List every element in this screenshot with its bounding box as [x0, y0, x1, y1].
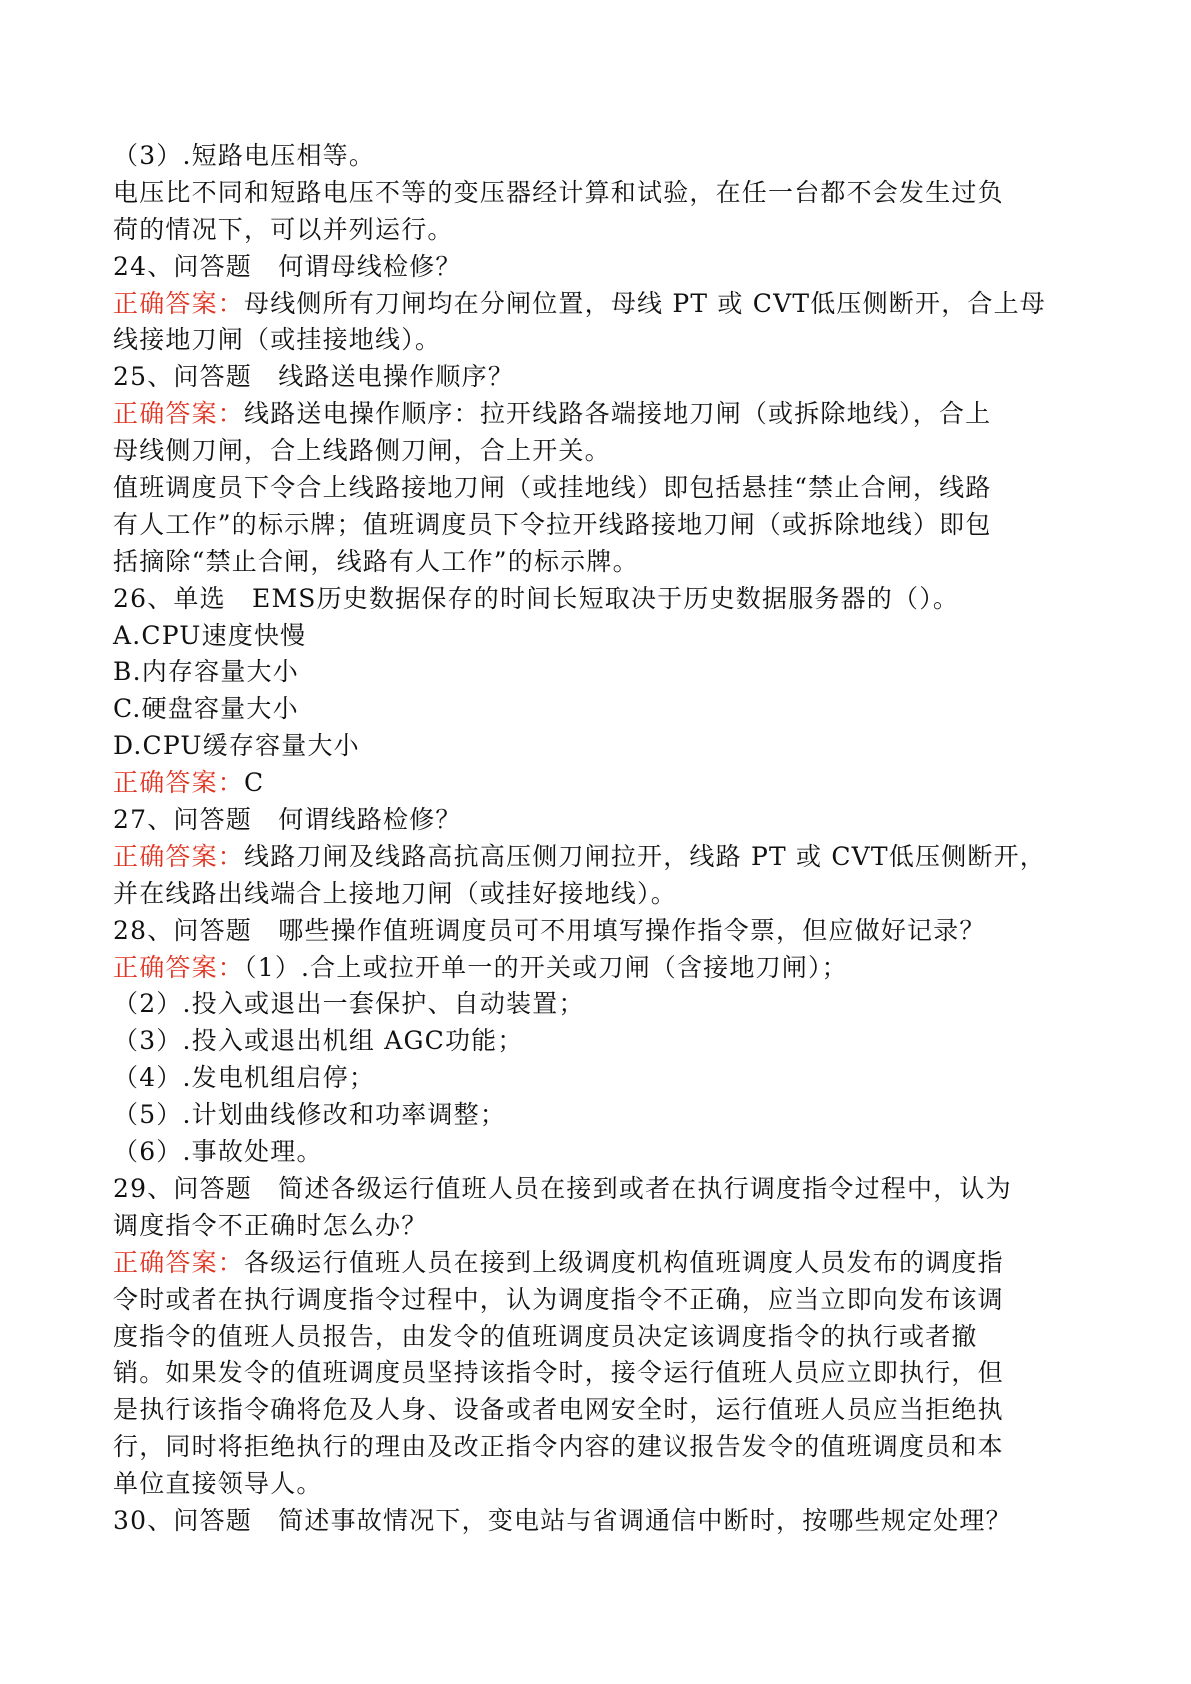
answer-label: 正确答案：: [113, 841, 245, 871]
line-text: 是执行该指令确将危及人身、设备或者电网安全时，运行值班人员应当拒绝执: [113, 1395, 1004, 1425]
line-text: 27、问答题 何谓线路检修？: [113, 805, 462, 835]
text-line: [113, 175, 1083, 212]
text-line: [113, 1134, 1083, 1171]
document-page: [113, 138, 1083, 1540]
line-text: 26、单选 EMS历史数据保存的时间长短取决于历史数据服务器的（）。: [113, 583, 960, 613]
line-text: 30、问答题 简述事故情况下，变电站与省调通信中断时，按哪些规定处理？: [113, 1505, 1012, 1535]
line-text: D.CPU缓存容量大小: [113, 731, 360, 761]
line-text: 线路刀闸及线路高抗高压侧刀闸拉开，线路 PT 或 CVT低压侧断开，: [244, 841, 1047, 871]
text-line: [113, 728, 1083, 765]
text-line: [113, 691, 1083, 728]
line-text: A.CPU速度快慢: [113, 620, 307, 650]
text-line: [113, 1355, 1083, 1392]
text-line: [113, 1429, 1083, 1466]
text-line: [113, 1245, 1083, 1282]
text-line: [113, 396, 1083, 433]
text-line: [113, 322, 1083, 359]
text-line: [113, 359, 1083, 396]
line-text: 母线侧刀闸，合上线路侧刀闸，合上开关。: [113, 436, 611, 466]
line-text: 销。如果发令的值班调度员坚持该指令时，接令运行值班人员应立即执行，但: [113, 1358, 1004, 1388]
line-text: 值班调度员下令合上线路接地刀闸（或挂地线）即包括悬挂“禁止合闸，线路: [113, 473, 992, 503]
line-text: C: [244, 768, 265, 798]
text-line: [113, 433, 1083, 470]
line-text: （5）.计划曲线修改和功率调整；: [113, 1100, 507, 1130]
text-line: [113, 1282, 1083, 1319]
text-line: [113, 1319, 1083, 1356]
text-line: [113, 581, 1083, 618]
line-text: 令时或者在执行调度指令过程中，认为调度指令不正确，应当立即向发布该调: [113, 1284, 1004, 1314]
line-text: 线路送电操作顺序：拉开线路各端接地刀闸（或拆除地线），合上: [244, 399, 992, 429]
line-text: 29、问答题 简述各级运行值班人员在接到或者在执行调度指令过程中，认为: [113, 1173, 1012, 1203]
text-line: [113, 913, 1083, 950]
line-text: （1）.合上或拉开单一的开关或刀闸（含接地刀闸）；: [244, 952, 848, 982]
text-line: [113, 470, 1083, 507]
text-line: [113, 1392, 1083, 1429]
line-text: （4）.发电机组启停；: [113, 1063, 376, 1093]
line-text: 括摘除“禁止合闸，线路有人工作”的标示牌。: [113, 546, 639, 576]
line-text: 电压比不同和短路电压不等的变压器经计算和试验，在任一台都不会发生过负: [113, 177, 1004, 207]
line-text: 度指令的值班人员报告，由发令的值班调度员决定该调度指令的执行或者撤: [113, 1321, 978, 1351]
line-text: 并在线路出线端合上接地刀闸（或挂好接地线）。: [113, 878, 677, 908]
text-line: [113, 249, 1083, 286]
line-text: 调度指令不正确时怎么办？: [113, 1210, 428, 1240]
text-line: [113, 1023, 1083, 1060]
line-text: B.内存容量大小: [113, 657, 299, 687]
text-line: [113, 876, 1083, 913]
line-text: 25、问答题 线路送电操作顺序？: [113, 362, 515, 392]
line-text: 28、问答题 哪些操作值班调度员可不用填写操作指令票，但应做好记录？: [113, 915, 986, 945]
text-line: [113, 654, 1083, 691]
line-text: 各级运行值班人员在接到上级调度机构值班调度人员发布的调度指: [244, 1247, 1004, 1277]
text-line: [113, 212, 1083, 249]
text-line: [113, 1208, 1083, 1245]
line-text: 线接地刀闸（或挂接地线）。: [113, 325, 442, 355]
text-line: [113, 507, 1083, 544]
line-text: （6）.事故处理。: [113, 1137, 323, 1167]
text-line: [113, 1097, 1083, 1134]
text-line: [113, 1466, 1083, 1503]
line-text: （2）.投入或退出一套保护、自动装置；: [113, 989, 585, 1019]
text-line: [113, 839, 1083, 876]
line-text: 单位直接领导人。: [113, 1469, 323, 1499]
text-line: [113, 986, 1083, 1023]
line-text: （3）.投入或退出机组 AGC功能；: [113, 1026, 524, 1056]
text-line: [113, 544, 1083, 581]
text-line: [113, 1503, 1083, 1540]
text-line: [113, 802, 1083, 839]
line-text: 有人工作”的标示牌；值班调度员下令拉开线路接地刀闸（或拆除地线）即包: [113, 509, 992, 539]
text-line: [113, 286, 1083, 323]
answer-label: 正确答案：: [113, 1247, 245, 1277]
text-line: [113, 138, 1083, 175]
text-line: [113, 765, 1083, 802]
line-text: 24、问答题 何谓母线检修？: [113, 251, 462, 281]
line-text: C.硬盘容量大小: [113, 694, 299, 724]
answer-label: 正确答案：: [113, 768, 245, 798]
line-text: 行，同时将拒绝执行的理由及改正指令内容的建议报告发令的值班调度员和本: [113, 1432, 1004, 1462]
line-text: 荷的情况下，可以并列运行。: [113, 214, 454, 244]
answer-label: 正确答案：: [113, 399, 245, 429]
text-line: [113, 1171, 1083, 1208]
line-text: （3）.短路电压相等。: [113, 141, 376, 170]
line-text: 母线侧所有刀闸均在分闸位置，母线 PT 或 CVT低压侧断开，合上母: [244, 288, 1047, 318]
text-line: [113, 1060, 1083, 1097]
text-line: [113, 950, 1083, 987]
answer-label: 正确答案：: [113, 288, 245, 318]
answer-label: 正确答案：: [113, 952, 245, 982]
text-line: [113, 618, 1083, 655]
